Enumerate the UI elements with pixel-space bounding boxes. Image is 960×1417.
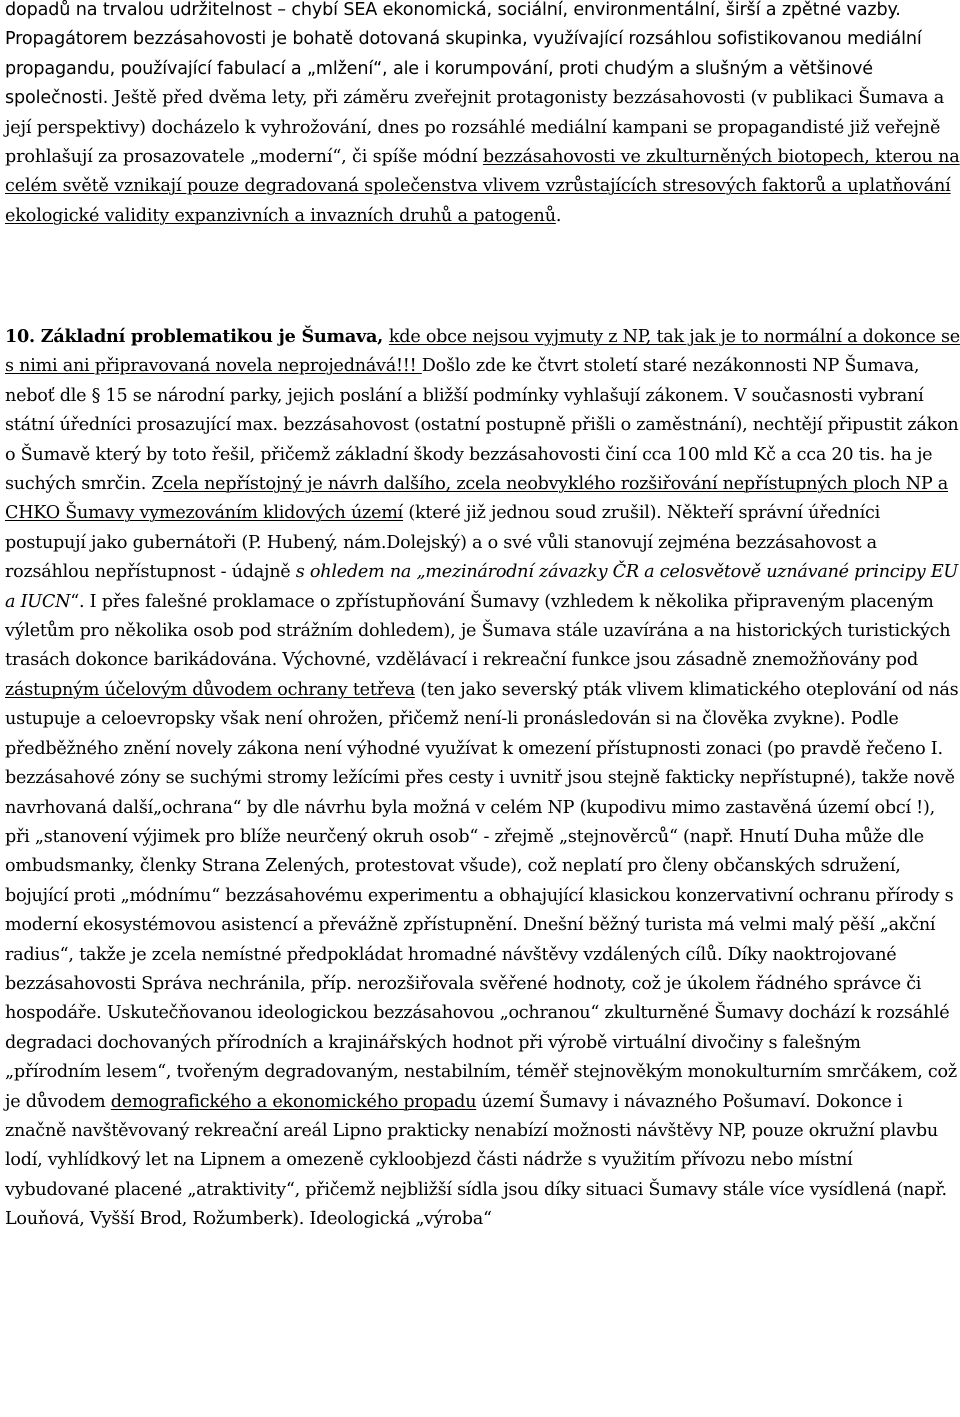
underlined-text: kde obce nejsou vyjmuty z NP, tak jak je to normální a dokonce se s nimi ani připravovaná novela neprojednává: [5, 327, 960, 377]
underlined-text: bezzásahovosti ve zkulturněných biotopech, kterou na celém světě vznikají pouze degradovaná společenstva vlivem vzrůstajících stresových faktorů a uplatňování ekologické validity expanzivních a invazních druhů a patogenů: [5, 147, 960, 226]
underlined-text: zástupným účelovým důvodem ochrany tetřeva: [5, 679, 415, 700]
text-segment: !!!: [395, 356, 422, 377]
text-segment: .: [555, 205, 562, 226]
text-segment: (ten jako severský pták vlivem klimatického oteplování od nás ustupuje a celoevropsky však není ohrožen, přičemž není-li pronásledován si na člověka zvykne). Podle předběžného znění novely zákona není výhodné využívat k omezení přístupnosti zonaci (po pravdě řečeno I. bezzásahové zóny se suchými stromy ležícími přes cesty i uvnitř jsou stejně fakticky nepřístupné), takže nově navrhovaná další„ochrana“ by dle návrhu byla možná v celém NP (kupodivu mimo zastavěná území obcí !), při „stanovení výjimek pro blíže neurčený okruh osob“ - zřejmě „stejnověrců“ (např. Hnutí Duha může dle ombudsmanky, členky Strana Zelených, protestovat všude), což neplatí pro členy občanských sdružení, bojující proti „módnímu“ bezzásahovému experimentu a obhajující klasickou konzervativní ochranu přírody s moderní ekosystémovou asistencí a převážně zpřístupnění. Dnešní běžný turista má velmi malý pěší „akční radius“, takže je zcela nemístné předpokládat hromadné návštěvy vzdálených cílů. Díky naoktrojované bezzásahovosti Správa nechránila, příp. nerozšiřovala svěřené hodnoty, což je úkolem řádného správce či hospodáře. Uskutečňovanou ideologickou bezzásahovou „ochranou“ zkulturněné Šumavy dochází k rozsáhlé degradaci dochovaných přírodních a krajinářských hodnot při výrobě virtuální divočiny s falešným „přírodním lesem“, tvořeným degradovaným, nestabilním, téměř stejnověkým monokulturním smrčákem, což je důvodem: [5, 679, 959, 1112]
text-segment: území Šumavy i návazného Pošumaví. Dokonce i značně navštěvovaný rekreační areál Lipno prakticky nenabízí možnosti návštěvy NP, pouze okružní plavbu lodí, vyhlídkový let na Lipnem a omezeně cykloobjezd části nádrže s využitím přívozu nebo místní vybudované placené „atraktivity“, přičemž nejbližší sídla jsou díky situaci Šumavy stále více vysídlená (např. Louňová, Vyšší Brod, Rožumberk). Ideologická „výroba“: [5, 1091, 947, 1230]
text-segment: Došlo zde ke čtvrt století staré nezákonnosti NP Šumava, neboť dle § 15 se národní parky, jejich poslání a bližší podmínky vyhlašují zákonem. V současnosti vybraní státní úředníci prosazující max. bezzásahovost (ostatní postupně přišli o zaměstnání), nechtějí připustit zákon o Šumavě který by toto řešil, přičemž základní škody bezzásahovosti činí cca 100 mld Kč a cca 20 tis. ha je suchých smrčin. Z: [5, 356, 959, 495]
text-segment: Ještě před dvěma lety, při záměru zveřejnit protagonisty bezzásahovosti (v publikaci Šumava a její perspektivy) docházelo k vyhrožování, dnes po rozsáhlé mediální kampani se propagandisté již veřejně prohlašují za prosazovatele „moderní“, či spíše módní: [5, 88, 945, 168]
underlined-text: demografického a ekonomického propadu: [110, 1091, 477, 1112]
section-heading: 10. Základní problematikou je Šumava,: [5, 326, 389, 347]
text-segment: “. I přes falešné proklamace o zpřístupňování Šumavy (vzhledem k několika připraveným placeným výletům pro několika osob pod strážním dohledem), je Šumava stále uzavírána a na historických turistických trasách dokonce barikádována. Výchovné, vzdělávací i rekreační funkce jsou zásadně znemožňovány pod: [5, 591, 951, 671]
underlined-text: cela nepřístojný je návrh dalšího, zcela neobvyklého rozšiřování nepřístupných ploch NP a CHKO Šumavy vymezováním klidových území: [5, 474, 949, 524]
text-segment: (které již jednou soud zrušil). Někteří správní úředníci postupují jako gubernátoři (P. Hubený, nám.Dolejský) a o své vůli stanovují zejména bezzásahovost a rozsáhlou nepřístupnost - údajně: [5, 503, 880, 583]
italic-quote: s ohledem na „mezinárodní závazky ČR a celosvětově uznávané principy EU a IUCN: [5, 562, 958, 612]
paragraph-bezzasahovost-propaganda: [5, 0, 960, 231]
text-segment: dopadů na trvalou udržitelnost – chybí SEA ekonomická, sociální, environmentální, širší a zpětné vazby. Propagátorem bezzásahovosti je bohatě dotovaná skupinka, využívající rozsáhlou sofistikovanou mediální propagandu, používající fabulací a „mlžení“, ale i korumpování, proti chudým a slušným a většinové společnosti.: [5, 0, 922, 109]
paragraph-10-sumava: [5, 322, 960, 1235]
